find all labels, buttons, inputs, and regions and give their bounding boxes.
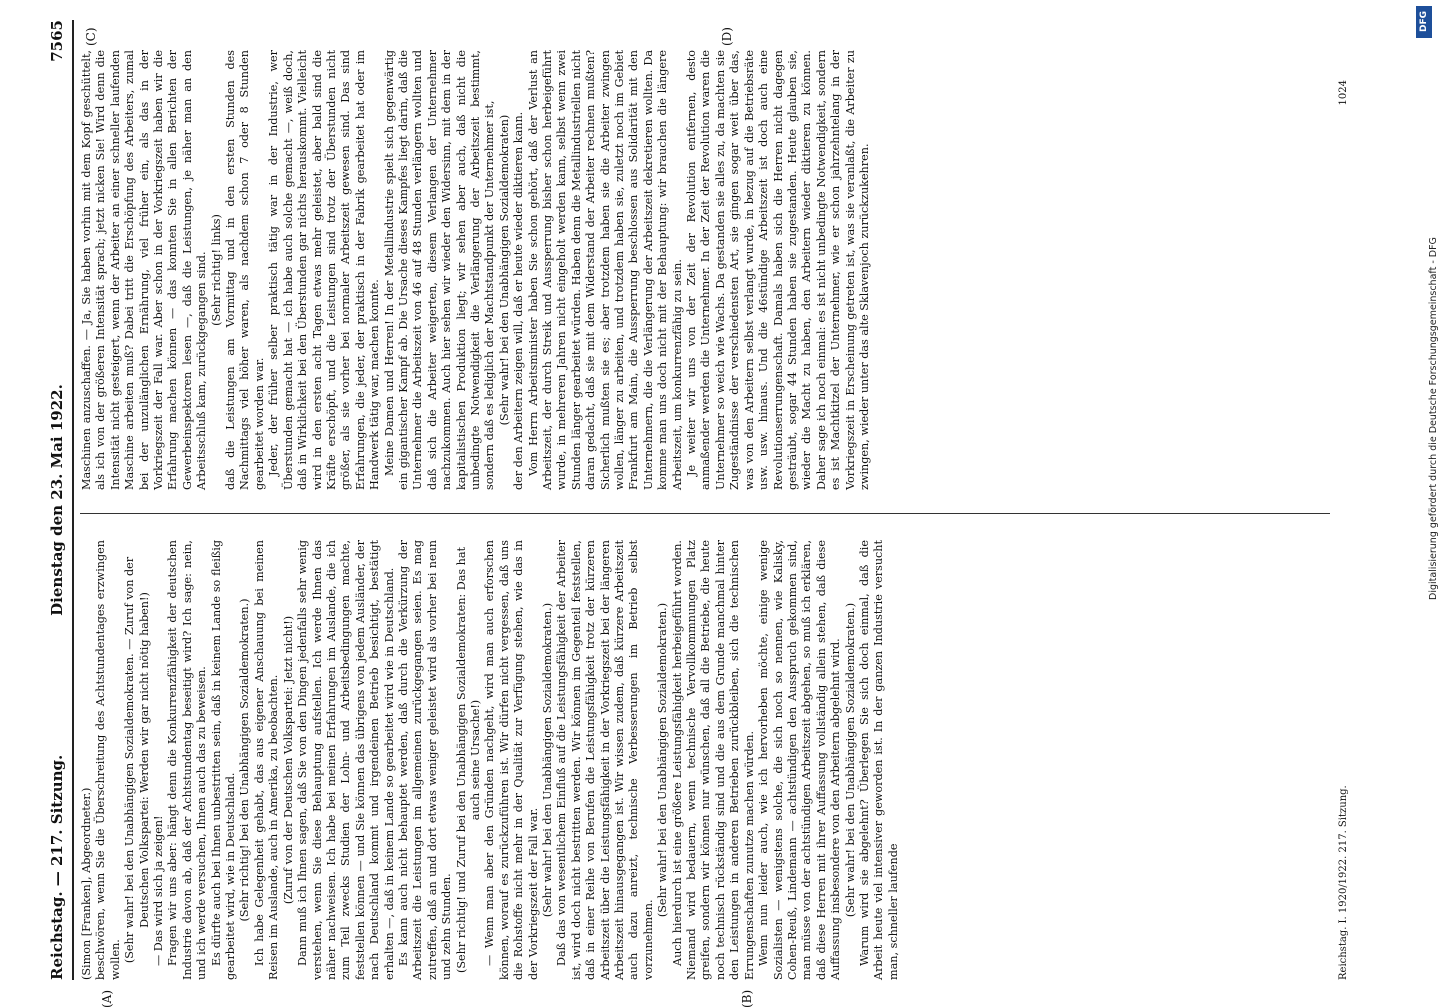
- interjection: (Sehr richtig! bei den Unabhängigen Sozialdemokraten.): [238, 598, 252, 922]
- column-divider: [80, 513, 1330, 514]
- interjection: (Sehr wahr! bei den Unabhängigen Sozialdemokraten. — Zuruf von der Deutschen Volkspartei: Werden wir gar nicht nötig haben!): [123, 556, 151, 964]
- footer-page-number: 1024: [1338, 80, 1349, 106]
- paragraph: Ich habe Gelegenheit gehabt, das aus eigener Anschauung bei meinen Reisen im Auslande, auch in Amerika, zu beobachten.: [252, 540, 281, 980]
- paragraph: Je weiter wir uns von der Zeit der Revolution entfernen, desto anmaßender werden die Unternehmer. In der Zeit der Revolution waren die Unternehmer so weich wie Wachs. Da gestanden sie alles zu, da machten sie Zugeständnisse der verschiedensten Art, sie gingen sogar weit über das, was von den Arbeitern selbst verlangt wurde, in bezug auf die Betriebsräte usw. usw. hinaus. Und die 46stündige Arbeitszeit ist doch auch eine Revolutionserrungenschaft. Damals haben sich die Herren nicht dagegen gesträubt, sogar 44 Stunden haben sie zugestanden. Heute glauben sie, wieder die Macht zu haben, den Arbeitern wieder diktieren zu können. Daher sage ich noch einmal: es ist nicht unbedingte Notwendigkeit, sondern es ist Machtkitzel der Unternehmer, wie er schon jahrzehntelang in der Vorkriegszeit in Erscheinung getreten ist, was sie veranlaßt, die Arbeiter zu zwingen, wieder unter das alte Sklavenjoch zurückzukehren.: [685, 50, 871, 490]
- paragraph: — Das wird sich ja zeigen!: [152, 815, 166, 966]
- paragraph: (Simon [Franken], Abgeordneter.): [80, 787, 93, 980]
- interjection: (Sehr richtig! und Zuruf bei den Unabhängigen Sozialdemokraten: Das hat auch seine Ursache!): [454, 546, 482, 974]
- interjection: (Sehr richtig! links): [209, 214, 223, 326]
- interjection: (Sehr wahr! bei den Unabhängigen Sozialdemokraten.): [656, 602, 670, 918]
- margin-note: Digitalisierung gefördert durch die Deutsche Forschungsgemeinschaft - DFG: [1428, 237, 1439, 600]
- right-column: [80, 50, 1330, 490]
- paragraph: Fragen wir uns aber: hängt denn die Konkurrenzfähigkeit der deutschen Industrie davon ab, daß der Achtstundentag beseitigt wird? Ich sage: nein, und ich werde versuchen, Ihnen auch das zu beweisen.: [166, 540, 209, 980]
- paragraph: Auch hierdurch ist eine größere Leistungsfähigkeit herbeigeführt worden. Niemand wird bedauern, wenn technische Vervollkommnungen Platz greifen, sondern wir können nur wünschen, daß all die Betriebe, die heute noch technisch rückständig sind und die aus dem Grunde manchmal hinter den Leistungen in anderen Betrieben zurückbleiben, sich die technischen Errungenschaften zunutze machen würden.: [670, 540, 756, 980]
- margin-marker-b: (B): [740, 989, 754, 1008]
- paragraph: der den Arbeitern zeigen will, daß er heute wieder diktieren kann.: [512, 111, 526, 490]
- dfg-logo: [1416, 6, 1432, 38]
- footer-left: Reichstag. I. 1920/1922. 217. Sitzung.: [1338, 785, 1349, 980]
- paragraph: daß die Leistungen am Vormittag und in den ersten Stunden des Nachmittags viel höher waren, als nachdem schon 7 oder 8 Stunden gearbeitet worden war.: [224, 50, 266, 490]
- paragraph: Es kann auch nicht behauptet werden, daß durch die Verkürzung der Arbeitszeit die Leistungen im allgemeinen zurückgegangen seien. Es mag zutreffen, daß an und dort etwas weniger geleistet wird als vorher bei neun und zehn Stunden.: [396, 540, 454, 980]
- paragraph: beschwören, wenn Sie die Überschreitung des Achtstundentages erzwingen wollen.: [94, 540, 122, 980]
- left-column: [80, 540, 1330, 980]
- paragraph: Warum wird sie abgelehnt? Überlegen Sie sich doch einmal, daß die Arbeit heute viel intensiver geworden ist. In der ganzen Industrie versucht man, schneller laufende: [857, 540, 900, 980]
- margin-marker-a: (A): [100, 989, 114, 1008]
- paragraph: Meine Damen und Herren! In der Metallindustrie spielt sich gegenwärtig ein gigantischer Kampf ab. Die Ursache dieses Kampfes liegt darin, daß die Unternehmer die Arbeitszeit von 46 auf 48 Stunden verlängern wollten und daß sich die Arbeiter weigerten, diesem Verlangen der Unternehmer nachzukommen. Auch hier sehen wir wieder den Widersinn, mit dem in der kapitalistischen Produktion liegt; wir sehen aber auch, daß nicht die unbedingte Notwendigkeit die Verlängerung der Arbeitszeit bestimmt, sondern daß es lediglich der Machtstandpunkt der Unternehmer ist,: [382, 50, 497, 490]
- interjection: (Zuruf von der Deutschen Volkspartei: Jetzt nicht!): [281, 615, 295, 905]
- header-date: Dienstag den 23. Mai 1922.: [48, 384, 66, 616]
- paragraph: Es dürfte auch bei Ihnen unbestritten sein, daß in keinem Lande so fleißig gearbeitet wird, wie in Deutschland.: [209, 540, 238, 980]
- rotated-page: [40, 20, 1370, 1008]
- margin-note-strip: [1424, 0, 1438, 1000]
- margin-marker-c: (C): [84, 27, 98, 46]
- interjection: (Sehr wahr! bei den Unabhängigen Sozialdemokraten.): [541, 602, 554, 918]
- paragraph: Wenn nun leider auch, wie ich hervorheben möchte, einige wenige Sozialisten — wenigstens solche, die sich noch so nennen, wie Kalisky, Cohen-Reuß, Lindemann — achtstündigen den Ausspruch gekommen sind, man müsse von der achtstündigen Arbeitszeit abgehen, so muß ich erklären, daß diese Herren mit ihrer Auffassung vollständig allein stehen, daß diese Auffassung insbesondere von den Arbeitern abgelehnt wird.: [757, 540, 843, 980]
- header-left: Reichstag. — 217. Sitzung.: [48, 754, 66, 980]
- interjection: (Sehr wahr! bei den Unabhängigen Sozialdemokraten.): [843, 602, 857, 918]
- interjection: (Sehr wahr! bei den Unabhängigen Sozialdemokraten): [497, 114, 511, 426]
- page-number: 7565: [48, 20, 66, 62]
- page-header: [46, 20, 74, 980]
- paragraph: Maschinen anzuschaffen. — Ja, Sie haben vorhin mit dem Kopf geschüttelt, als ich von der größeren Intensität sprach; jetzt nicken Sie! Wird denn die Intensität nicht gesteigert, wenn der Arbeiter an einer schneller laufenden Maschine arbeiten muß? Dabei tritt die Erschöpfung des Arbeiters, zumal bei der unzulänglichen Ernährung, viel früher ein, als das in der Vorkriegszeit der Fall war. Aber schon in der Vorkriegszeit haben wir die Erfahrung machen können — das konnten Sie in allen Berichten der Gewerbeinspektoren lesen —, daß die Leistungen, je näher man an den Arbeitsschluß kam, zurückgegangen sind.: [80, 50, 209, 490]
- dfg-logo-text: DFG: [1419, 10, 1429, 32]
- paragraph: Daß das von wesentlichem Einfluß auf die Leistungsfähigkeit der Arbeiter ist, wird doch nicht bestritten werden. Wir können im Gegenteil feststellen, daß in einer Reihe von Berufen die Leistungsfähigkeit trotz der kürzeren Arbeitszeit über die Leistungsfähigkeit in der Vorkriegszeit bei der längeren Arbeitszeit hinausgegangen ist. Wir wissen zudem, daß kürzere Arbeitszeit auch dazu anreizt, technische Verbesserungen im Betrieb selbst vorzunehmen.: [555, 540, 655, 980]
- paragraph: Jeder, der früher selber praktisch tätig war in der Industrie, wer Überstunden gemacht hat — ich habe auch solche gemacht —, weiß doch, daß in Wirklichkeit bei den Überstunden gar nichts herauskommt. Vielleicht wird in den ersten acht Tagen etwas mehr geleistet, aber bald sind die Kräfte erschöpft, und die Leistungen sind trotz der Überstunden nicht größer, als sie vorher bei normaler Arbeitszeit gewesen sind. Das sind Erfahrungen, die jeder, der praktisch in der Fabrik gearbeitet hat oder im Handwerk tätig war, machen konnte.: [267, 50, 382, 490]
- paragraph: — Wenn man aber den Gründen nachgeht, wird man auch erforschen können, worauf es zurückzuführen ist. Wir dürfen nicht vergessen, daß uns die Rohstoffe nicht mehr in der Qualität zur Verfügung stehen, wie das in der Vorkriegszeit der Fall war.: [483, 540, 540, 980]
- paragraph: Dann muß ich Ihnen sagen, daß Sie von den Dingen jedenfalls sehr wenig verstehen, wenn Sie diese Behauptung aufstellen. Ich werde Ihnen das näher nachweisen. Ich habe bei meinen Erfahrungen im Auslande, die ich zum Teil zwecks Studien der Lohn- und Arbeitsbedingungen machte, feststellen können — und Sie können das übrigens von jedem Ausländer, der nach Deutschland kommt und irgendeinen Betrieb besichtigt, bestätigt erhalten —, daß in keinem Lande so gearbeitet wird wie in Deutschland.: [296, 540, 396, 980]
- margin-marker-d: (D): [720, 27, 734, 46]
- paragraph: Vom Herrn Arbeitsminister haben Sie schon gehört, daß der Verlust an Arbeitszeit, der durch Streik und Aussperrung bisher schon herbeigeführt wurde, in mehreren Jahren nicht eingeholt werden kann, selbst wenn zwei Stunden länger gearbeitet würden. Haben denn die Metallindustriellen nicht daran gedacht, daß sie mit dem Widerstand der Arbeiter rechnen mußten? Sicherlich mußten sie es; aber trotzdem haben sie die Arbeiter zwingen wollen, länger zu arbeiten, und trotzdem haben sie, zuletzt noch im Gebiet Frankfurt am Main, die Aussperrung beschlossen aus Solidarität mit den Unternehmern, die die Verlängerung der Arbeitszeit dekretieren wollten. Da komme man uns doch nicht mit der Behauptung: wir brauchen die längere Arbeitszeit, um konkurrenzfähig zu sein.: [526, 50, 684, 490]
